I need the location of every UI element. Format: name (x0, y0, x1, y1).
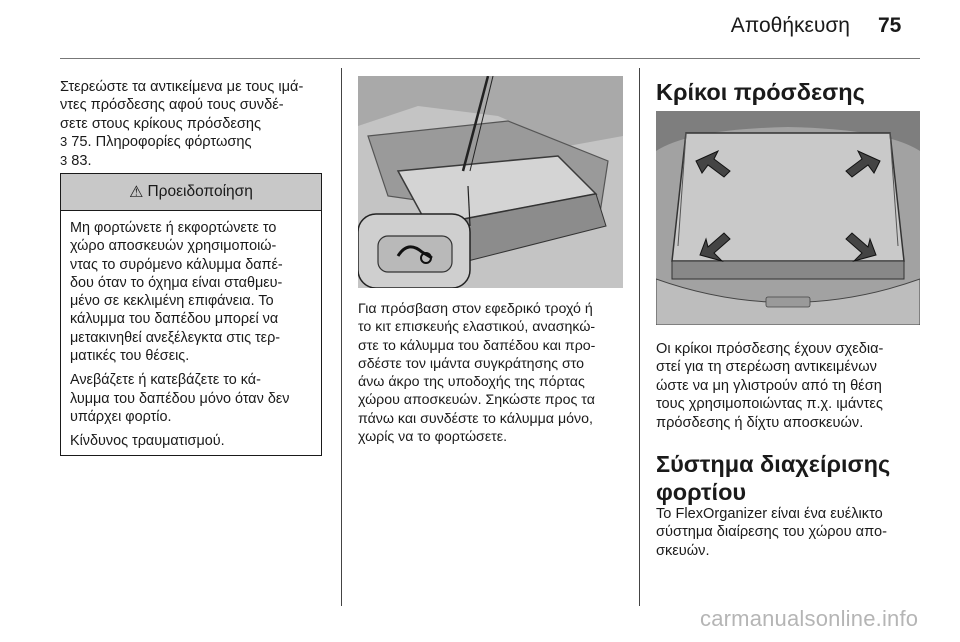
body-line: στεί για τη στερέωση αντικειμένων (656, 359, 877, 376)
intro-line: 83. (71, 152, 92, 169)
warning-paragraph (70, 432, 312, 450)
reference-arrow-icon: 3 (60, 134, 68, 150)
warning-line: δου όταν το όχημα είναι σταθμευ- (70, 274, 283, 291)
intro-line: 75. Πληροφορίες φόρτωσης (71, 134, 252, 151)
figure-caption (358, 300, 630, 446)
caption-line: χώρου αποσκευών. Σηκώστε προς τα (358, 392, 595, 409)
warning-body (61, 211, 321, 451)
intro-line: σετε στους κρίκους πρόσδεσης (60, 115, 262, 132)
warning-line: υπάρχει φορτίο. (70, 408, 172, 425)
warning-line: Κίνδυνος τραυματισμού. (70, 433, 225, 450)
subsection-heading-block (656, 450, 926, 506)
column-divider-left (341, 68, 342, 606)
warning-line: χώρο αποσκευών χρησιμοποιώ- (70, 238, 277, 255)
intro-paragraph (60, 78, 330, 170)
section-title: Κρίκοι πρόσδεσης (656, 79, 865, 105)
subsection-title-line: Σύστημα διαχείρισης (656, 451, 891, 477)
body-line: ώστε να μη γλιστρούν από τη θέση (656, 377, 882, 394)
intro-reference (60, 133, 330, 151)
lashing-eyes-figure (656, 111, 920, 325)
intro-line: ντες πρόσδεσης αφού τους συνδέ- (60, 97, 284, 114)
caption-line: σδέστε τον ιμάντα συγκράτησης στο (358, 355, 585, 372)
header-rule (60, 58, 920, 59)
caption-line: πάνω και συνδέστε το κάλυμμα μόνο, (358, 410, 593, 427)
warning-paragraph (70, 371, 312, 426)
intro-reference (60, 152, 330, 170)
caption-line: χωρίς να το φορτώσετε. (358, 429, 508, 446)
trunk-floor-cover-figure (358, 76, 623, 288)
body-line: τους χρησιμοποιώντας π.χ. ιμάντες (656, 396, 883, 413)
caption-line: άνω άκρο της υποδοχής της πόρτας (358, 374, 585, 391)
lashing-eyes-trunk-illustration (656, 111, 920, 325)
running-header-title: Αποθήκευση (730, 14, 850, 37)
warning-line: μετακινηθεί ανεξέλεγκτα στις τερ- (70, 329, 281, 346)
body-line: Το FlexOrganizer είναι ένα ευέλικτο (656, 506, 883, 522)
warning-header (61, 174, 321, 211)
caption-line: το κιτ επισκευής ελαστικού, ανασηκώ- (358, 319, 596, 336)
reference-arrow-icon: 3 (60, 152, 68, 168)
body-line: σύστημα διαίρεσης του χώρου απο- (656, 524, 887, 541)
warning-line: ντας το συρόμενο κάλυμμα δαπέ- (70, 256, 283, 273)
column-divider-right (639, 68, 640, 606)
caption-line: στε το κάλυμμα του δαπέδου και προ- (358, 337, 596, 354)
subsection-title (656, 450, 926, 506)
body-line: πρόσδεσης ή δίχτυ αποσκευών. (656, 414, 864, 431)
warning-line: Μη φορτώνετε ή εκφορτώνετε το (70, 220, 277, 236)
subsection-body (656, 505, 926, 560)
body-line: Οι κρίκοι πρόσδεσης έχουν σχεδια- (656, 341, 884, 357)
page-number: 75 (878, 14, 902, 37)
warning-line: λυμμα του δαπέδου μόνο όταν δεν (70, 390, 290, 407)
trunk-floor-cover-illustration (358, 76, 623, 288)
warning-line: κάλυμμα του δαπέδου μπορεί να (70, 311, 279, 328)
warning-line: Ανεβάζετε ή κατεβάζετε το κά- (70, 372, 261, 389)
warning-paragraph (70, 219, 312, 365)
lashing-eyes-body (656, 340, 926, 432)
warning-title: Προειδοποίηση (147, 183, 253, 200)
watermark: carmanualsonline.info (700, 606, 919, 631)
section-heading-block (656, 78, 926, 106)
warning-box (60, 173, 322, 456)
warning-line: ματικές του θέσεις. (70, 348, 190, 365)
subsection-title-line: φορτίου (656, 479, 747, 505)
warning-triangle-icon: ⚠ (129, 184, 144, 201)
body-line: σκευών. (656, 542, 710, 559)
caption-line: Για πρόσβαση στον εφεδρικό τροχό ή (358, 301, 593, 317)
warning-line: μένο σε κεκλιμένη επιφάνεια. Το (70, 293, 274, 310)
intro-line: Στερεώστε τα αντικείμενα με τους ιμά- (60, 79, 304, 95)
